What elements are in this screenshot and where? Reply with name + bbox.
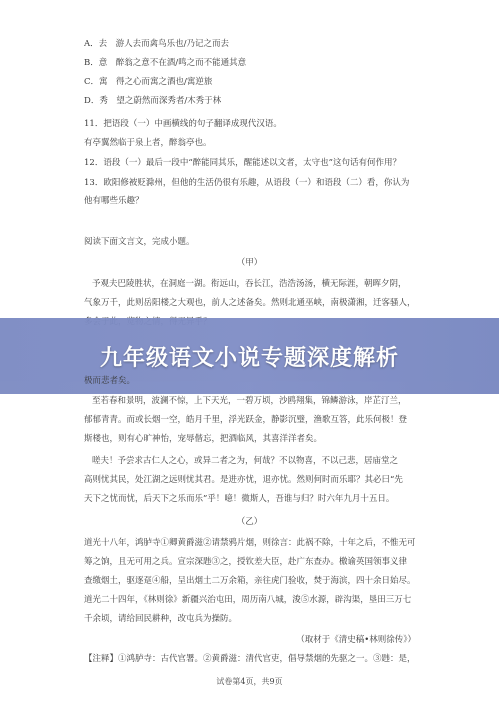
- option-a: A．去 游人去而禽鸟乐也/乃记之而去: [84, 39, 230, 49]
- part-a-heading: （甲）: [236, 258, 263, 268]
- question-13-line2: 他有哪些乐趣？: [84, 196, 144, 206]
- passage-b-line: 查缴烟土，驱逐趸④船，呈出烟土二万余箱，亲往虎门验收，焚于海滨，四十余日始尽。: [84, 576, 416, 586]
- passage-a2-line: 郁郁青青。而或长烟一空，皓月千里，浮光跃金，静影沉璧，渔歌互答，此乐何极！登: [84, 415, 408, 425]
- page-footer: 试卷第4页，共9页: [216, 677, 283, 686]
- question-12: 12．语段（一）最后一段中“醉能同其乐，醒能述以文者，太守也”这句话有何作用？: [84, 158, 402, 168]
- passage-a3-line: 嗟夫！予尝求古仁人之心，或异二者之为，何哉？不以物喜，不以己悲，居庙堂之: [92, 456, 399, 466]
- passage-a-line: 予观夫巴陵胜状，在洞庭一湖。衔远山，吞长江，浩浩汤汤，横无际涯，朝晖夕阴，: [92, 279, 407, 289]
- passage-b-line: 道光二十四年，《林则徐》新疆兴治屯田，周历南八城，浚⑤水源，辟沟渠，垦田三万七: [84, 595, 412, 605]
- passage-b-line: 筹之饷，且无可用之兵。宣宗深韪③之，授钦差大臣，赴广东查办。檄谕英国领事义律: [84, 557, 408, 567]
- passage-a-line: 气象万千，此则岳阳楼之大观也，前人之述备矣。然则北通巫峡，南极潇湘，迁客骚人，: [84, 298, 416, 308]
- source-citation: （取材于《清史稿•林则徐传》）: [296, 635, 416, 645]
- banner-title: 九年级语文小说专题深度解析: [99, 345, 399, 371]
- passage-a2-line: 至若春和景明，波澜不惊，上下天光，一碧万顷，沙鸥翔集，锦鳞游泳，岸芷汀兰，: [92, 396, 407, 406]
- part-b-heading: （乙）: [236, 517, 263, 527]
- passage-b-line: 道光十八年，鸿胪寺①卿黄爵滋②请禁鸦片烟，则徐言：此祸不除，十年之后，不惟无可: [84, 538, 416, 548]
- question-11: 11．把语段（一）中画横线的句子翻译成现代汉语。: [84, 119, 282, 129]
- footnote: 【注释】①鸿胪寺：古代官署。②黄爵滋：清代官吏，倡导禁烟的先驱之一。③韪：是，: [84, 654, 416, 664]
- option-b: B．意 醉翁之意不在酒/鸣之而不能通其意: [84, 58, 247, 68]
- passage-a2-line: 斯楼也，则有心旷神怡，宠辱偕忘，把酒临风，其喜洋洋者矣。: [84, 434, 323, 444]
- question-11-sentence: 有亭翼然临于泉上者，醉翁亭也。: [84, 138, 212, 148]
- passage-a3-line: 高则忧其民，处江湖之远则忧其君。是进亦忧，退亦忧。然则何时而乐耶？其必曰“先: [84, 475, 403, 485]
- option-d: D．秀 望之蔚然而深秀者/木秀于林: [84, 96, 222, 106]
- question-13-line1: 13．欧阳修被贬滁州，但他的生活仍很有乐趣，从语段（一）和语段（二）看，你认为: [84, 178, 410, 188]
- passage-a-line: 极而悲者矣。: [84, 376, 136, 386]
- passage-a3-line: 天下之忧而忧，后天下之乐而乐”乎！噫！微斯人，吾谁与归？时六年九月十五日。: [84, 494, 395, 504]
- passage-b-line: 千余顷，请给回民耕种，改屯兵为操防。: [84, 614, 238, 624]
- option-c: C．寓 得之心而寓之酒也/寓逆旅: [84, 77, 213, 87]
- reading-intro: 阅读下面文言文，完成小题。: [84, 237, 195, 247]
